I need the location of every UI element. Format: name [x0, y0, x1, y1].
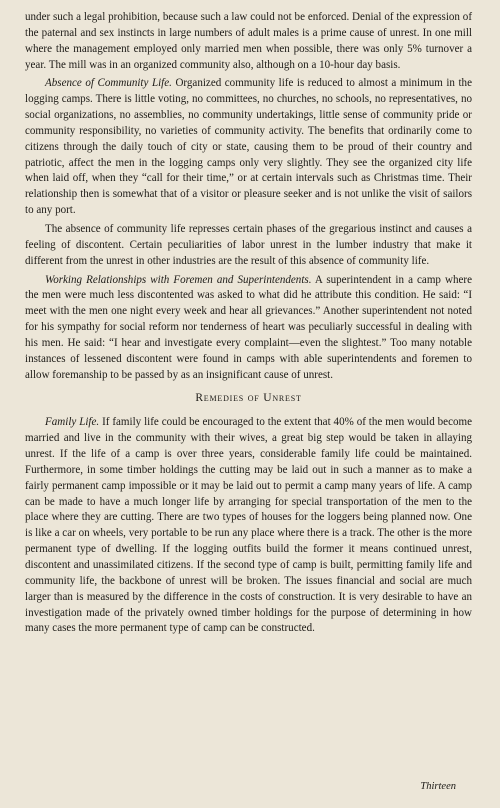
paragraph-text: If family life could be encouraged to the extent that 40% of the men would become married and live in the community with their wives, a great big step would be taken in allaying unrest. If the life of a camp is over three years, considerable family life could be maintained. Furthermore, in some timber holdings the cutting may be laid out in such a manner as to make a fairly permanent camp impossible or it may be laid out to permit a camp many years of life. A camp can be made to have a much longer life by arranging for special transportation of the men to the place where they are cutting. There are two types of houses for the loggers being planned now. One is like a car on wheels, very portable to be run any place where there is a track. The other is the more permanent type of dwelling. If the logging outfits build the former it means continued unrest, discontent and unassimilated citizens. If the second type of camp is built, permitting family life and community life, the backbone of unrest will be broken. The issues financial and social are much larger than is measured by the difference in the costs of construction. It is very desirable to have an investigation made of the privately owned timber holdings for the purpose of determining in how many cases the more permanent type of camp can be constructed. — [25, 416, 473, 635]
paragraph-text: Organized community life is reduced to almost a minimum in the logging camps. There is little voting, no committees, no churches, no schools, no representatives, no social organizations, no assemblies, no community undertakings, little sense of community pride or community responsibility, no varieties of community activity. The benefits that ordinarily come to citizens through the daily touch of city or state, causing them to be proud of their country and patriotic, affect the men in the logging camps only very slightly. They see the organized city life when laid off, when they “call for their time,” or at certain intervals such as Christmas time. Their relationship then is somewhat that of a visitor or pleasure seeker and is not unlike the visit of sailors to any port. — [25, 77, 472, 217]
paragraph-community-life — [25, 76, 472, 219]
paragraph-text: under such a legal prohibition, because such a law could not be enforced. Denial of the expression of the paternal and sex instincts in large numbers of adult males is a prime cause of unrest. In one mill where the management employed only married men when possible, there was only 5% turnover a year. The mill was in an organized community also, although on a 10-hour day basis. — [25, 11, 472, 71]
paragraph-family-life — [25, 415, 472, 637]
paragraph-lead-foremen: Working Relationships with Foremen and Superintendents. — [45, 273, 312, 286]
paragraph-foremen — [25, 273, 472, 384]
paragraph-text: The absence of community life represses certain phases of the gregarious instinct and causes a feeling of discontent. Certain peculiarities of labor unrest in the lumber industry that make it different from the unrest in other industries are the result of this absence of community life. — [25, 222, 472, 267]
paragraph-lead-community-life: Absence of Community Life. — [45, 77, 172, 90]
page-number: Thirteen — [420, 781, 456, 792]
paragraph-gregarious-instinct — [25, 222, 472, 270]
section-heading: Remedies of Unrest — [195, 392, 302, 405]
paragraph-legal-prohibition — [25, 10, 472, 73]
paragraph-lead-family-life: Family Life. — [45, 416, 100, 429]
paragraph-text: A superintendent in a camp where the men were much less discontented was asked to what did he attribute this condition. He said: “I meet with the men one night every week and hear all grievances.” Another superintendent not noted for his sympathy for social reform nor tenderness of heart was peculiarly successful in dealing with his men. He said: “I hear and investigate every complaint—even the slightest.” Too many notable instances of lessened discontent were found in camps with able superintendents and foremen to allow foremanship to be passed by as an insignificant cause of unrest. — [25, 273, 472, 381]
